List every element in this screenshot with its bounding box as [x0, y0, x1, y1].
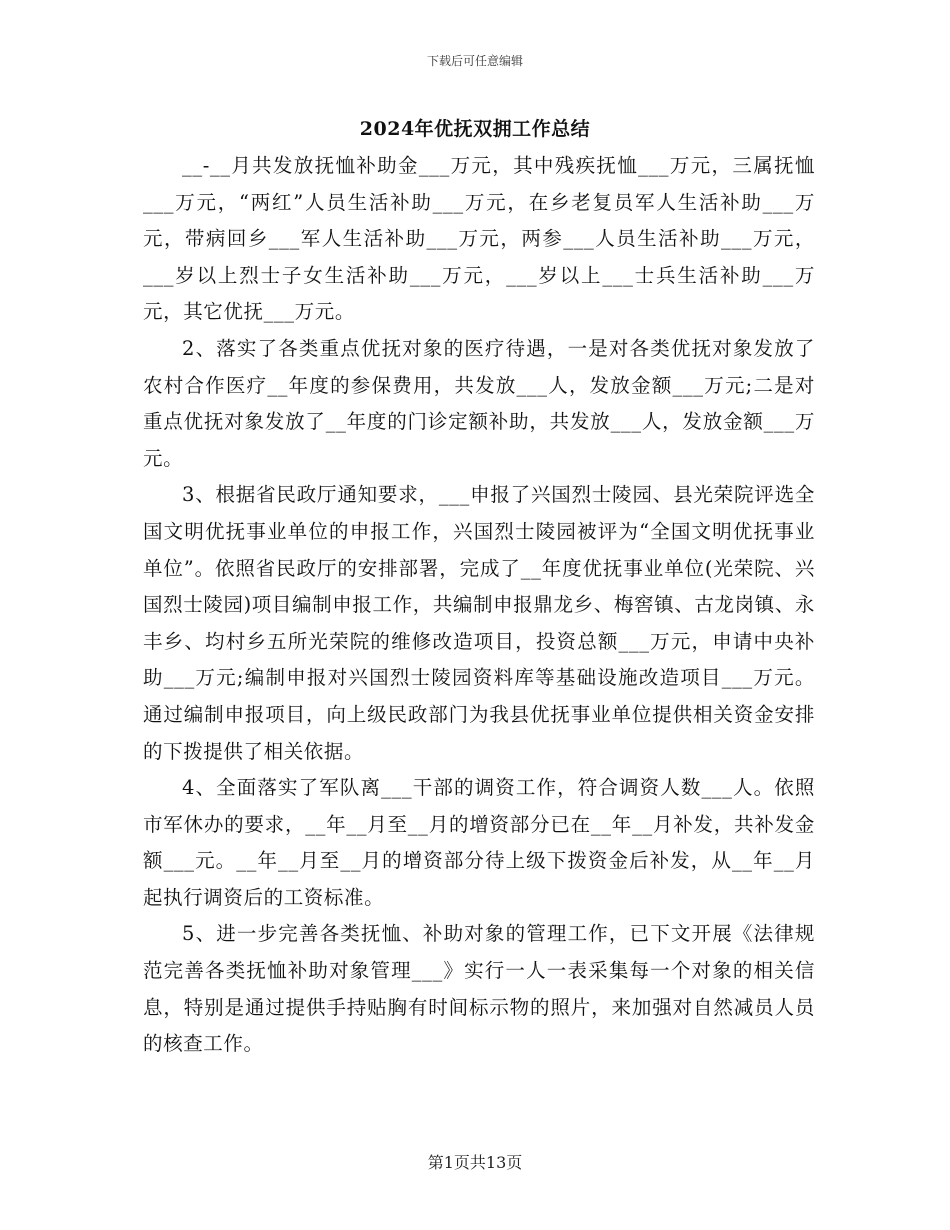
- paragraph-1: __-__月共发放抚恤补助金___万元，其中残疾抚恤___万元，三属抚恤___万元，“两红”人员生活补助___万元，在乡老复员军人生活补助___万元，带病回乡___军人生活补助___万元，两参___人员生活补助___万元，___岁以上烈士子女生活补助___万元，___岁以上___士兵生活补助___万元，其它优抚___万元。: [143, 154, 815, 324]
- paragraph-3: 3、根据省民政厅通知要求，___申报了兴国烈士陵园、县光荣院评选全国文明优抚事业单位的申报工作，兴国烈士陵园被评为“全国文明优抚事业单位”。依照省民政厅的安排部署，完成了__年度优抚事业单位(光荣院、兴国烈士陵园)项目编制申报工作，共编制申报鼎龙乡、梅窖镇、古龙岗镇、永丰乡、均村乡五所光荣院的维修改造项目，投资总额___万元，申请中央补助___万元;编制申报对兴国烈士陵园资料库等基础设施改造项目___万元。通过编制申报项目，向上级民政部门为我县优抚事业单位提供相关资金安排的下拨提供了相关依据。: [143, 483, 815, 763]
- paragraph-5: 5、进一步完善各类抚恤、补助对象的管理工作，已下文开展《法律规范完善各类抚恤补助对象管理___》实行一人一表采集每一个对象的相关信息，特别是通过提供手持贴胸有时间标示物的照片，来加强对自然减员人员的核查工作。: [143, 922, 815, 1056]
- document-title: 2024年优抚双拥工作总结: [359, 118, 591, 140]
- page-number-footer: 第1页共13页: [427, 1153, 523, 1172]
- page-header-note: 下载后可任意编辑: [426, 54, 523, 68]
- paragraph-2: 2、落实了各类重点优抚对象的医疗待遇，一是对各类优抚对象发放了农村合作医疗__年度的参保费用，共发放___人，发放金额___万元;二是对重点优抚对象发放了__年度的门诊定额补助，共发放___人，发放金额___万元。: [143, 336, 815, 470]
- document-body: [143, 148, 815, 1063]
- paragraph-4: 4、全面落实了军队离___干部的调资工作，符合调资人数___人。依照市军休办的要求，__年__月至__月的增资部分已在__年__月补发，共补发金额___元。__年__月至__月的增资部分待上级下拨资金后补发，从__年__月起执行调资后的工资标准。: [143, 776, 815, 909]
